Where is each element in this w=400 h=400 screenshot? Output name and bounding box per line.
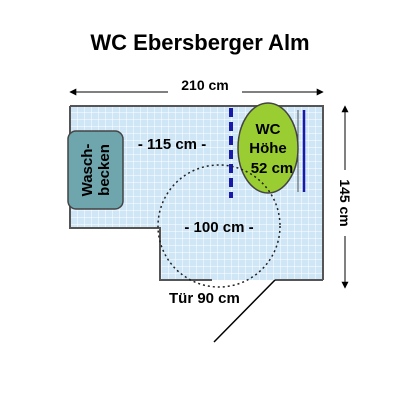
- door-label: Tür 90 cm: [169, 290, 240, 307]
- height-label: 145 cm: [337, 179, 353, 227]
- page-title: WC Ebersberger Alm: [90, 30, 310, 55]
- toilet-label-line2: Höhe: [249, 140, 287, 157]
- washbasin-label-line1: Wasch-: [79, 143, 96, 197]
- width-label: 210 cm: [181, 77, 229, 93]
- toilet-label-line3: 52 cm: [250, 160, 294, 177]
- clearance-label: - 115 cm -: [137, 136, 207, 153]
- turning-circle-label: - 100 cm -: [184, 219, 254, 236]
- toilet-label-line1: WC: [255, 121, 281, 138]
- washbasin-label-line2: becken: [96, 144, 113, 196]
